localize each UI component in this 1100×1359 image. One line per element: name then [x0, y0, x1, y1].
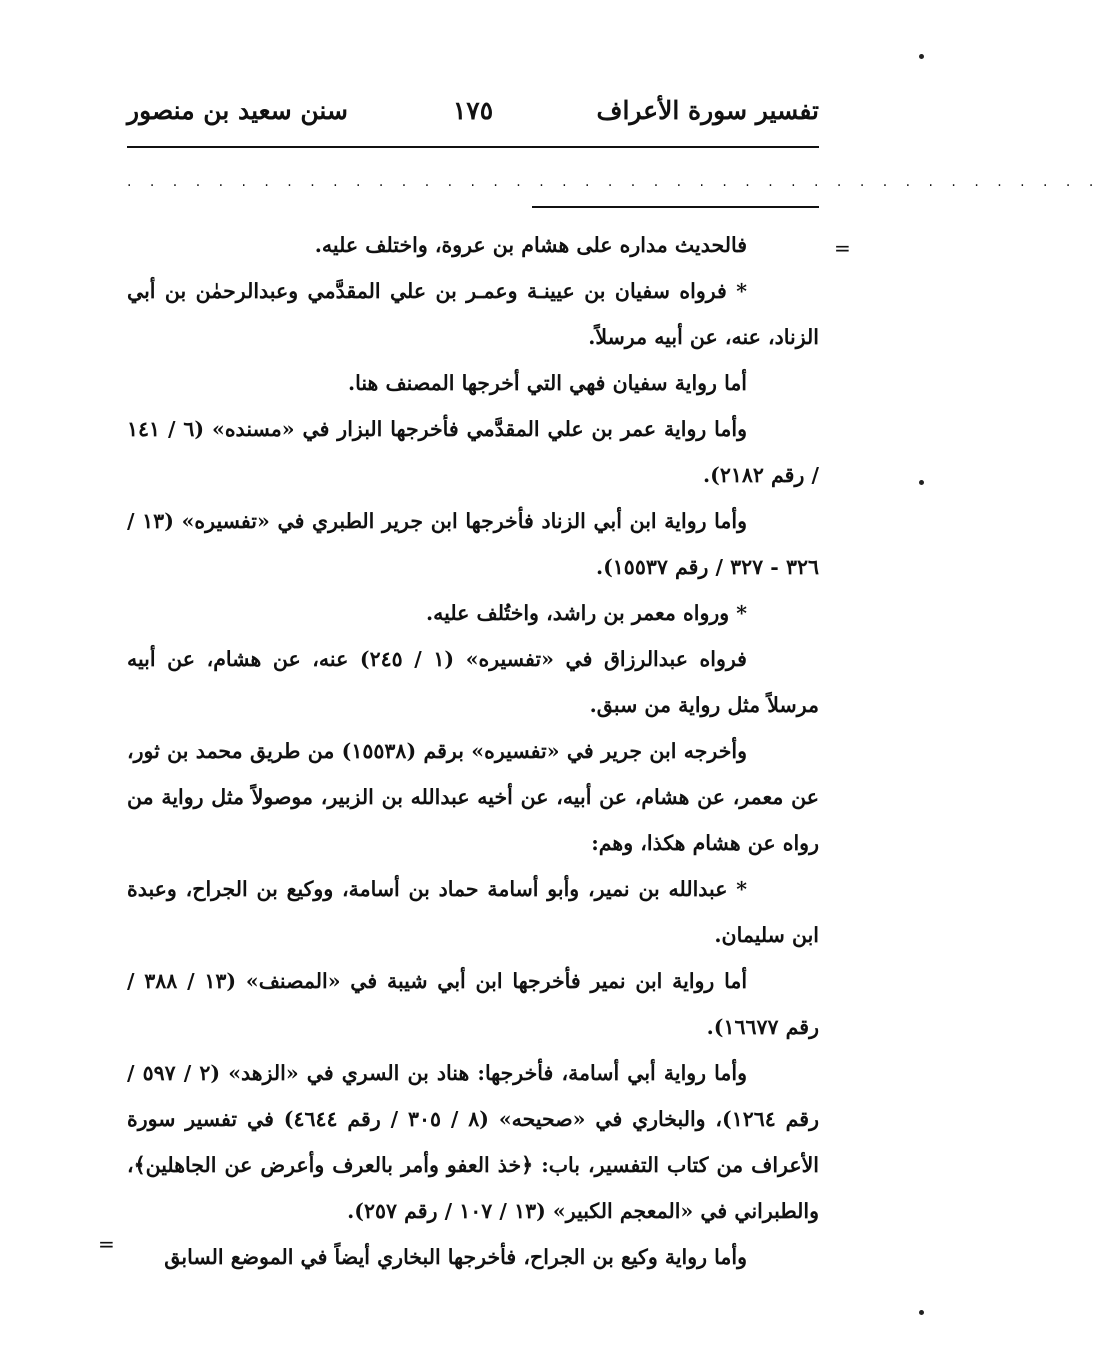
- paragraph: وأما رواية وكيع بن الجراح، فأخرجها البخاري أيضاً في الموضع السابق: [164, 1245, 747, 1269]
- paragraph: وأما رواية عمر بن علي المقدَّمي فأخرجها البزار في «مسنده» (٦ / ١٤١ / رقم ٢١٨٢).: [127, 417, 819, 487]
- continuation-mark-bottom: =: [98, 1232, 115, 1256]
- paragraph: فالحديث مداره على هشام بن عروة، واختلف عليه.: [314, 233, 747, 257]
- paragraph: * عبدالله بن نمير، وأبو أسامة حماد بن أسامة، ووكيع بن الجراح، وعبدة ابن سليمان.: [127, 877, 819, 947]
- separator-dots: . . . . . . . . . . . . . . . . . . . . . . . . . . . . . . . . . . . . . . . . . . .: [127, 174, 1100, 190]
- scan-mark: [919, 54, 924, 59]
- footnote-rule: [532, 206, 819, 208]
- scan-mark: [919, 1310, 924, 1315]
- paragraph: وأما رواية ابن أبي الزناد فأخرجها ابن جرير الطبري في «تفسيره» (١٣ / ٣٢٦ - ٣٢٧ / رقم ١٥٥٣٧).: [127, 509, 819, 579]
- header-rule: [127, 146, 819, 148]
- paragraph: فرواه عبدالرزاق في «تفسيره» (١ / ٢٤٥) عنه، عن هشام، عن أبيه مرسلاً مثل رواية من سبق.: [127, 647, 819, 717]
- continuation-mark-top: =: [834, 236, 851, 260]
- paragraph: وأخرجه ابن جرير في «تفسيره» برقم (١٥٥٣٨) من طريق محمد بن ثور، عن معمر، عن هشام، عن أبيه، عن أخيه عبدالله بن الزبير، موصولاً مثل رواية من رواه عن هشام هكذا، وهم:: [127, 739, 819, 855]
- book-title: سنن سعيد بن منصور: [127, 96, 348, 125]
- paragraph: * فرواه سفيان بن عيينـة وعمـر بن علي المقدَّمي وعبدالرحمٰن بن أبي الزناد، عنه، عن أبيه مرسلاً.: [127, 279, 819, 349]
- paragraph: وأما رواية أبي أسامة، فأخرجها: هناد بن السري في «الزهد» (٢ / ٥٩٧ / رقم ١٢٦٤)، والبخاري في «صحيحه» (٨ / ٣٠٥ / رقم ٤٦٤٤) في تفسير سورة الأعراف من كتاب التفسير، باب: ﴿خذ العفو وأمر بالعرف وأعرض عن الجاهلين﴾، والطبراني في «المعجم الكبير» (١٣ / ١٠٧ / رقم ٢٥٧).: [127, 1061, 820, 1223]
- main-text: [127, 222, 819, 1280]
- paragraph: * ورواه معمر بن راشد، واختُلف عليه.: [426, 601, 747, 625]
- paragraph: أما رواية سفيان فهي التي أخرجها المصنف هنا.: [347, 371, 747, 395]
- paragraph: أما رواية ابن نمير فأخرجها ابن أبي شيبة في «المصنف» (١٣ / ٣٨٨ / رقم ١٦٦٧٧).: [127, 969, 819, 1039]
- page-number: ١٧٥: [452, 96, 494, 125]
- chapter-title: تفسير سورة الأعراف: [596, 96, 819, 125]
- scan-mark: [919, 480, 924, 485]
- page-header: [127, 96, 819, 136]
